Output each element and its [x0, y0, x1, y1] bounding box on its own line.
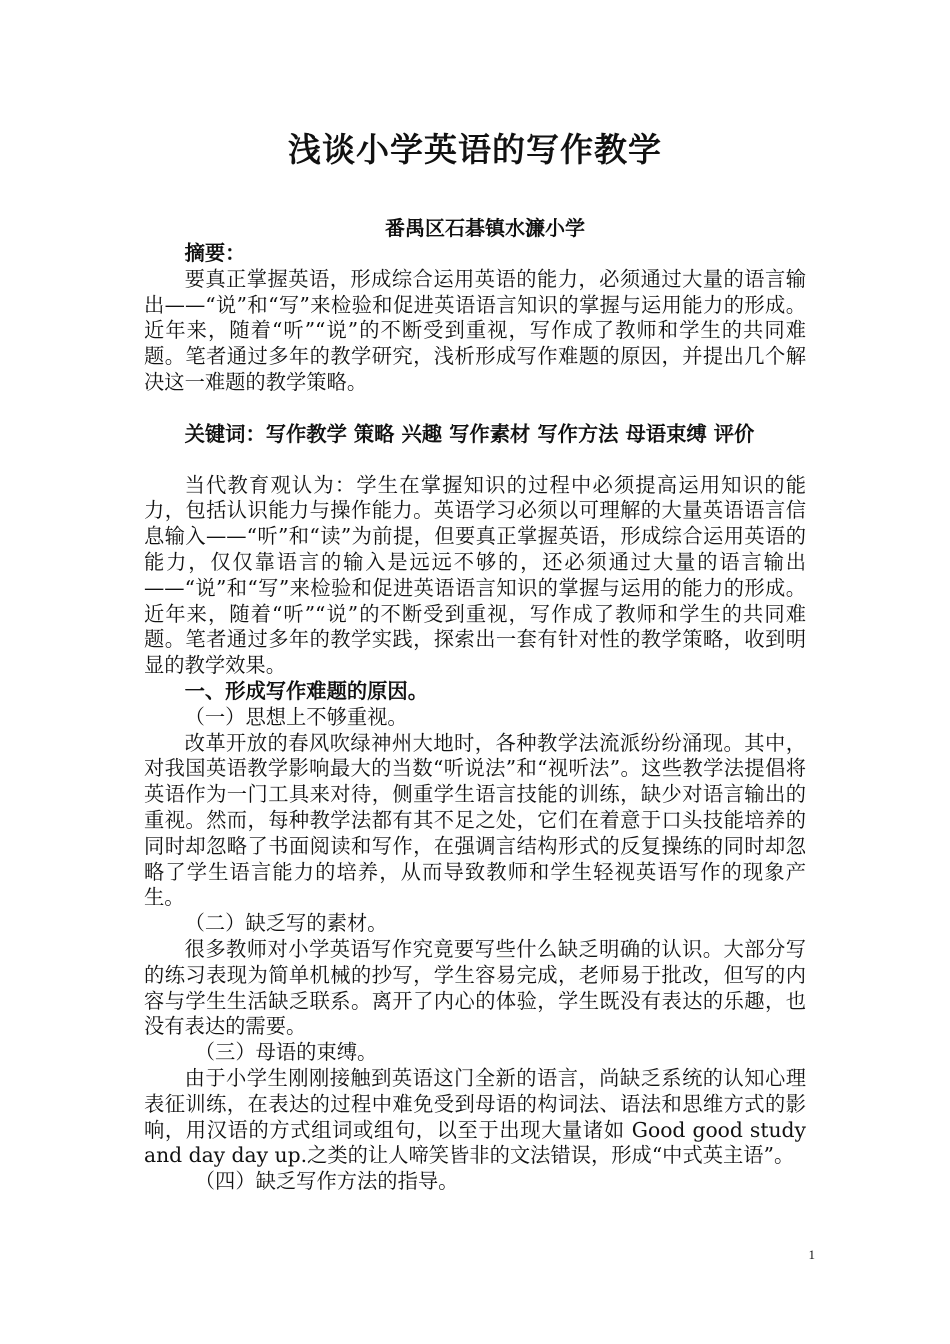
subsection-heading-4: （四）缺乏写作方法的指导。: [194, 1169, 459, 1194]
subsection-heading-3: （三）母语的束缚。: [194, 1040, 378, 1065]
author-school: 番禺区石碁镇水濂小学: [385, 216, 585, 240]
spacer: [144, 448, 806, 473]
spacer: [144, 396, 806, 422]
keywords: 关键词：写作教学 策略 兴趣 写作素材 写作方法 母语束缚 评价: [184, 421, 755, 446]
document-title: 浅谈小学英语的写作教学: [288, 130, 662, 169]
subsection-text-1: 改革开放的春风吹绿神州大地时，各种教学法流派纷纷涌现。其中，对我国英语教学影响最大的当数“听说法”和“视听法”。这些教学法提倡将英语作为一门工具来对待，侧重学生语言技能的训练，缺少对语言输出的重视。然而，每种教学法都有其不足之处，它们在着意于口头技能培养的同时却忽略了书面阅读和写作，在强调言结构形式的反复操练的同时却忽略了学生语言能力的培养，从而导致教师和学生轻视英语写作的现象产生。: [144, 730, 806, 910]
page-number: 1: [808, 1247, 815, 1262]
subsection-heading-1: （一）思想上不够重视。: [184, 704, 408, 729]
intro-paragraph: 当代教育观认为：学生在掌握知识的过程中必须提高运用知识的能力，包括认识能力与操作能力。英语学习必须以可理解的大量英语语言信息输入——“听”和“读”为前提，但要真正掌握英语，形成综合运用英语的能力，仅仅靠语言的输入是远远不够的，还必须通过大量的语言输出——“说”和“写”来检验和促进英语语言知识的掌握与运用的能力的形成。近年来，随着“听”“说”的不断受到重视，写作成了教师和学生的共同难题。笔者通过多年的教学实践，探索出一套有针对性的教学策略，收到明显的教学效果。: [144, 472, 806, 678]
subsection-text-3: 由于小学生刚刚接触到英语这门全新的语言，尚缺乏系统的认知心理表征训练，在表达的过程中难免受到母语的构词法、语法和思维方式的影响，用汉语的方式组词或组句，以至于出现大量诸如 Good good study and day day up.之类的让人啼笑皆非的文法错误，形成“中式英主语”。: [144, 1065, 806, 1168]
document-body: [144, 241, 806, 1195]
subsection-heading-2: （二）缺乏写的素材。: [184, 911, 388, 936]
section-heading-1: 一、形成写作难题的原因。: [184, 678, 428, 703]
abstract-text: 要真正掌握英语，形成综合运用英语的能力，必须通过大量的语言输出——“说”和“写”来检验和促进英语语言知识的掌握与运用能力的形成。近年来，随着“听”“说”的不断受到重视，写作成了教师和学生的共同难题。笔者通过多年的教学研究，浅析形成写作难题的原因，并提出几个解决这一难题的教学策略。: [144, 266, 806, 394]
abstract-label: [144, 241, 806, 267]
abstract-label-text: 摘要：: [184, 241, 246, 265]
subsection-text-2: 很多教师对小学英语写作究竟要写些什么缺乏明确的认识。大部分写的练习表现为简单机械的抄写，学生容易完成，老师易于批改，但写的内容与学生生活缺乏联系。离开了内心的体验，学生既没有表达的乐趣，也没有表达的需要。: [144, 936, 806, 1039]
